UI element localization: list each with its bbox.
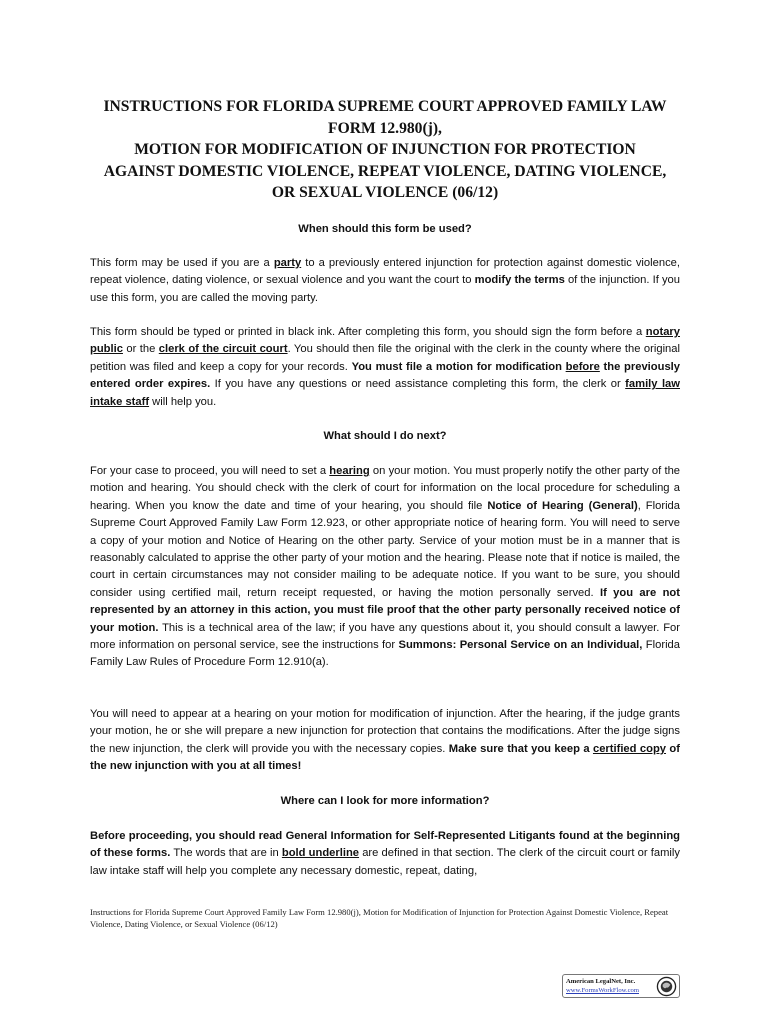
form-name-summons: Summons: Personal Service on an Individual,	[398, 639, 643, 652]
text-run: are defined in that section. The clerk of the circuit court or family law intake staff will help you complete any necessary domestic, repeat, dating,	[90, 847, 680, 877]
title-line-5: OR SEXUAL VIOLENCE (06/12)	[271, 184, 499, 201]
emphasis-keep-copy: Make sure that you keep a	[448, 742, 593, 755]
text-run: or the	[122, 343, 159, 356]
text-run: on your motion. You must properly notify the other party of the motion and hearing. You should check with the clerk of court for information on the local procedure for scheduling a hearing. When you know the date and time of your hearing, you should file	[90, 465, 681, 512]
text-run: This is a technical area of the law; if you have any questions about it, you should consult a lawyer. For more information on personal service, see the instructions for	[90, 621, 680, 652]
term-modify-terms: modify the terms	[474, 274, 565, 287]
title-line-2: FORM 12.980(j),	[328, 119, 442, 137]
emphasis-proof-of-notice: If you are not represented by an attorney in this action, you must file proof that the other party personally received notice of your motion.	[90, 586, 680, 634]
section-heading-more-info: Where can I look for more information?	[280, 795, 490, 807]
term-certified-copy: certified copy	[592, 742, 667, 755]
emphasis-general-info: Before proceeding, you should read General Information for Self-Represented Litigants found at the beginning of these forms.	[90, 830, 680, 860]
publisher-name: American LegalNet, Inc.	[566, 978, 636, 985]
term-notary-public: notary public	[90, 326, 680, 356]
term-clerk-circuit-court: clerk of the circuit court	[158, 343, 288, 356]
section-heading-when: When should this form be used?	[298, 223, 472, 235]
publisher-stamp	[562, 974, 680, 998]
emphasis-keep-copy-end: of the new injunction with you at all times!	[90, 742, 680, 773]
text-run: If you have any questions or need assistance completing this form, the clerk or	[210, 378, 626, 391]
paragraph-more-info	[90, 828, 680, 880]
text-run: will help you.	[149, 395, 217, 408]
paragraph-filing	[90, 324, 680, 411]
term-hearing: hearing	[329, 465, 370, 477]
form-name-notice-of-hearing: Notice of Hearing (General)	[487, 499, 638, 512]
text-run: This form may be used if you are a	[90, 257, 274, 269]
text-run: to a previously entered injunction for protection against domestic violence, repeat violence, dating violence, or sexual violence and you want the court to	[90, 257, 680, 287]
publisher-url[interactable]: www.FormsWorkFlow.com	[566, 986, 639, 994]
title-line-1: INSTRUCTIONS FOR FLORIDA SUPREME COURT APPROVED FAMILY LAW	[103, 98, 667, 115]
text-run: This form should be typed or printed in black ink. After completing this form, you should sign the form before a	[90, 326, 646, 338]
text-run: Florida Family Law Rules of Procedure Form 12.910(a).	[90, 639, 680, 669]
text-run: . You should then file the original with the clerk in the county where the original petition was filed and keep a copy for your records.	[90, 343, 680, 373]
paragraph-hearing	[90, 463, 680, 672]
paragraph-appear	[90, 706, 680, 776]
document-title	[60, 96, 710, 204]
page-footer: Instructions for Florida Supreme Court Approved Family Law Form 12.980(j), Motion for Modification of Injunction for Protection Against Domestic Violence, Repeat Violence, Dating Violence, or Sexual Violence (06/12)	[90, 907, 669, 929]
text-run: You will need to appear at a hearing on your motion for modification of injunction. After the hearing, if the judge grants your motion, he or she will prepare a new injunction for protection that contains the modifications. After the judge signs the new injunction, the clerk will provide you with the necessary copies.	[90, 708, 680, 755]
title-line-4: AGAINST DOMESTIC VIOLENCE, REPEAT VIOLENCE, DATING VIOLENCE,	[103, 162, 667, 180]
section-heading-next: What should I do next?	[323, 430, 447, 442]
emphasis-deadline-end: the previously entered order expires.	[90, 360, 680, 391]
publisher-logo-icon	[656, 976, 677, 997]
term-family-law-intake-staff: family law intake staff	[90, 378, 680, 408]
paragraph-form-use	[90, 255, 680, 307]
term-before: before	[565, 360, 600, 373]
text-run: of the injunction. If you use this form, you are called the moving party.	[90, 274, 680, 304]
title-line-3: MOTION FOR MODIFICATION OF INJUNCTION FOR PROTECTION	[134, 141, 636, 158]
text-run: The words that are in	[170, 847, 282, 860]
text-run: For your case to proceed, you will need to set a	[90, 465, 330, 477]
term-bold-underline: bold underline	[281, 847, 360, 860]
text-run: , Florida Supreme Court Approved Family Law Form 12.923, or other appropriate notice of hearing form. You will need to serve a copy of your motion and Notice of Hearing on the other party. Service of your motion must be in a manner that is reasonably calculated to apprise the other party of your motion and the hearing. Please note that if notice is mailed, the court in certain circumstances may not consider mailing to be adequate notice. If you want to be sure, you should consider using certified mail, return receipt requested, or having the motion personally served.	[90, 499, 681, 599]
term-party: party	[273, 257, 302, 269]
emphasis-deadline: You must file a motion for modification	[351, 360, 566, 373]
